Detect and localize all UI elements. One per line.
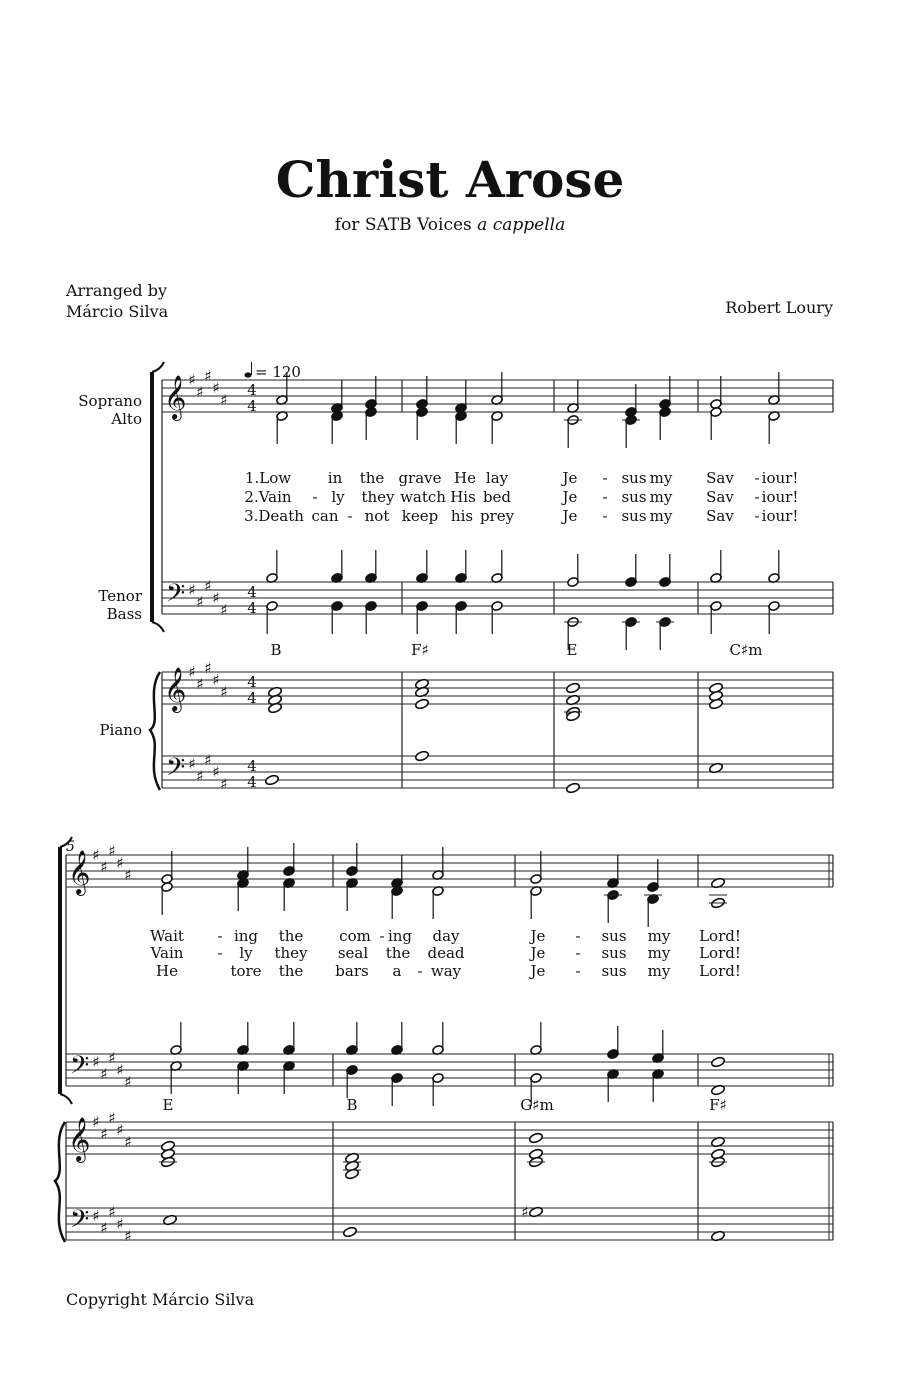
- choir-bracket-bottom: [152, 622, 164, 632]
- key-signature-sharp: ♯: [108, 1109, 116, 1127]
- lyric-syllable: Je: [530, 927, 546, 945]
- lyric-syllable: watch: [400, 488, 446, 506]
- lyric-syllable: bars: [335, 962, 369, 980]
- lyric-syllable: Je: [562, 488, 578, 506]
- key-signature-sharp: ♯: [188, 371, 196, 389]
- chord-symbol: E: [162, 1096, 174, 1114]
- key-signature-sharp: ♯: [188, 581, 196, 599]
- choir-bracket-bottom: [60, 1094, 72, 1104]
- key-signature-sharp: ♯: [220, 683, 228, 701]
- key-signature-sharp: ♯: [92, 846, 100, 864]
- lyric-syllable: 2.Vain: [244, 488, 292, 506]
- key-signature-sharp: ♯: [196, 675, 204, 693]
- lyric-syllable: iour!: [761, 507, 799, 525]
- piano-lh-note: [415, 750, 430, 762]
- treble-clef: 𝄞: [164, 667, 187, 711]
- lyric-syllable: -: [754, 469, 760, 487]
- treble-clef: 𝄞: [164, 375, 187, 419]
- key-signature-sharp: ♯: [212, 671, 220, 689]
- time-signature-top: 4: [247, 381, 257, 399]
- key-signature-sharp: ♯: [196, 593, 204, 611]
- lyric-syllable: day: [432, 927, 460, 945]
- lyric-syllable: tore: [230, 962, 262, 980]
- key-signature-sharp: ♯: [204, 367, 212, 385]
- piano-brace: [150, 672, 160, 790]
- key-signature-sharp: ♯: [116, 1061, 124, 1079]
- lyric-syllable: Sav: [706, 507, 734, 525]
- chord-symbol: B: [270, 641, 282, 659]
- choir-bracket-top: [152, 362, 164, 372]
- lyric-syllable: can: [311, 507, 339, 525]
- lyric-syllable: keep: [401, 507, 439, 525]
- alto-label: Alto: [111, 410, 142, 428]
- lyric-syllable: iour!: [761, 488, 799, 506]
- time-signature-top: 4: [247, 583, 257, 601]
- accidental-sharp: ♯: [521, 1203, 529, 1221]
- bass-clef: 𝄢: [166, 579, 186, 614]
- soprano-label: Soprano: [78, 392, 142, 410]
- key-signature-sharp: ♯: [212, 763, 220, 781]
- time-signature-bottom: 4: [247, 599, 257, 617]
- chord-symbol: B: [346, 1096, 358, 1114]
- bass-clef: 𝄢: [70, 1205, 90, 1240]
- arranger-name: Márcio Silva: [66, 302, 169, 321]
- chord-symbol: C♯m: [729, 641, 763, 659]
- lyric-syllable: Sav: [706, 469, 734, 487]
- bass-clef: 𝄢: [70, 1051, 90, 1086]
- key-signature-sharp: ♯: [220, 775, 228, 793]
- lyric-syllable: He: [454, 469, 476, 487]
- lyric-syllable: ly: [331, 488, 345, 506]
- key-signature-sharp: ♯: [220, 391, 228, 409]
- lyric-syllable: the: [278, 927, 304, 945]
- lyric-syllable: Vain: [150, 944, 184, 962]
- lyric-syllable: sus: [601, 944, 627, 962]
- lyric-syllable: Je: [530, 944, 546, 962]
- lyric-syllable: Je: [530, 962, 546, 980]
- lyric-syllable: in: [327, 469, 343, 487]
- tenor-label: Tenor: [98, 587, 142, 605]
- piano-brace: [55, 1122, 65, 1242]
- copyright-notice: Copyright Márcio Silva: [66, 1290, 255, 1309]
- composer-credit: Robert Loury: [725, 298, 833, 317]
- arranged-by-label: Arranged by: [66, 281, 168, 300]
- time-signature-bottom: 4: [247, 689, 257, 707]
- lyric-syllable: my: [649, 488, 673, 506]
- tempo-note: [245, 372, 252, 377]
- lyric-syllable: -: [575, 944, 581, 962]
- piano-lh-note: [265, 774, 280, 786]
- key-signature-sharp: ♯: [92, 1053, 100, 1071]
- key-signature-sharp: ♯: [116, 1121, 124, 1139]
- lyric-syllable: the: [278, 962, 304, 980]
- key-signature-sharp: ♯: [108, 842, 116, 860]
- key-signature-sharp: ♯: [100, 858, 108, 876]
- time-signature-top: 4: [247, 673, 257, 691]
- lyric-syllable: -: [754, 507, 760, 525]
- lyric-syllable: a: [392, 962, 402, 980]
- lyric-syllable: ing: [387, 927, 413, 945]
- time-signature-top: 4: [247, 757, 257, 775]
- chord-symbol: F♯: [411, 641, 429, 659]
- lyric-syllable: my: [647, 944, 671, 962]
- lyric-syllable: Lord!: [699, 927, 741, 945]
- tempo-marking: = 120: [255, 363, 301, 381]
- lyric-syllable: my: [649, 507, 673, 525]
- key-signature-sharp: ♯: [204, 751, 212, 769]
- key-signature-sharp: ♯: [124, 866, 132, 884]
- lyric-syllable: Lord!: [699, 962, 741, 980]
- lyric-syllable: -: [217, 927, 223, 945]
- lyric-syllable: they: [274, 944, 308, 962]
- lyric-syllable: iour!: [761, 469, 799, 487]
- lyric-syllable: He: [156, 962, 178, 980]
- lyric-syllable: -: [217, 944, 223, 962]
- lyric-syllable: com: [339, 927, 371, 945]
- lyric-syllable: -: [754, 488, 760, 506]
- bass-clef: 𝄢: [166, 753, 186, 788]
- lyric-syllable: -: [417, 962, 423, 980]
- key-signature-sharp: ♯: [124, 1227, 132, 1245]
- lyric-syllable: seal: [337, 944, 369, 962]
- subtitle-text: for SATB Voices: [334, 215, 478, 235]
- key-signature-sharp: ♯: [116, 1215, 124, 1233]
- lyric-syllable: ly: [239, 944, 253, 962]
- lyric-syllable: 3.Death: [244, 507, 304, 525]
- lyric-syllable: 1.Low: [244, 469, 292, 487]
- lyric-syllable: -: [575, 962, 581, 980]
- lyric-syllable: prey: [479, 507, 515, 525]
- score-title: Christ Arose: [275, 150, 625, 209]
- chord-symbol: G♯m: [520, 1096, 554, 1114]
- key-signature-sharp: ♯: [204, 577, 212, 595]
- lyric-syllable: they: [361, 488, 395, 506]
- lyric-syllable: Je: [562, 469, 578, 487]
- key-signature-sharp: ♯: [108, 1203, 116, 1221]
- key-signature-sharp: ♯: [124, 1133, 132, 1151]
- key-signature-sharp: ♯: [188, 663, 196, 681]
- lyric-syllable: the: [359, 469, 385, 487]
- key-signature-sharp: ♯: [108, 1049, 116, 1067]
- lyric-syllable: sus: [621, 469, 647, 487]
- piano-rh-note: [529, 1132, 544, 1144]
- lyric-syllable: my: [647, 927, 671, 945]
- lyric-syllable: -: [575, 927, 581, 945]
- lyric-syllable: bed: [482, 488, 512, 506]
- piano-lh-note: [566, 782, 581, 794]
- lyric-syllable: sus: [621, 507, 647, 525]
- lyric-syllable: Lord!: [699, 944, 741, 962]
- lyric-syllable: sus: [601, 927, 627, 945]
- key-signature-sharp: ♯: [100, 1065, 108, 1083]
- lyric-syllable: grave: [398, 469, 442, 487]
- lyric-syllable: the: [385, 944, 411, 962]
- key-signature-sharp: ♯: [92, 1207, 100, 1225]
- key-signature-sharp: ♯: [212, 379, 220, 397]
- piano-rh-note: [415, 698, 430, 710]
- key-signature-sharp: ♯: [204, 659, 212, 677]
- lyric-syllable: Sav: [706, 488, 734, 506]
- piano-label: Piano: [99, 721, 142, 739]
- key-signature-sharp: ♯: [124, 1073, 132, 1091]
- bass-label: Bass: [106, 605, 142, 623]
- lyric-syllable: ing: [233, 927, 259, 945]
- lyric-syllable: not: [364, 507, 390, 525]
- key-signature-sharp: ♯: [212, 589, 220, 607]
- lyric-syllable: Wait: [150, 927, 184, 945]
- lyric-syllable: lay: [485, 469, 509, 487]
- key-signature-sharp: ♯: [100, 1219, 108, 1237]
- chord-symbol: E: [566, 641, 578, 659]
- subtitle-italic: a cappella: [477, 215, 566, 235]
- key-signature-sharp: ♯: [196, 767, 204, 785]
- lyric-syllable: sus: [621, 488, 647, 506]
- tenor-note: [711, 1056, 726, 1068]
- chord-symbol: F♯: [709, 1096, 727, 1114]
- lyric-syllable: -: [602, 469, 608, 487]
- piano-lh-note: [343, 1226, 358, 1238]
- time-signature-bottom: 4: [247, 397, 257, 415]
- lyric-syllable: -: [602, 507, 608, 525]
- lyric-syllable: -: [602, 488, 608, 506]
- treble-clef: 𝄞: [68, 1117, 91, 1161]
- lyric-syllable: -: [379, 927, 385, 945]
- lyric-syllable: dead: [427, 944, 465, 962]
- key-signature-sharp: ♯: [116, 854, 124, 872]
- key-signature-sharp: ♯: [196, 383, 204, 401]
- lyric-syllable: sus: [601, 962, 627, 980]
- lyric-syllable: my: [647, 962, 671, 980]
- lyric-syllable: His: [450, 488, 476, 506]
- lyric-syllable: my: [649, 469, 673, 487]
- key-signature-sharp: ♯: [92, 1113, 100, 1131]
- time-signature-bottom: 4: [247, 773, 257, 791]
- lyric-syllable: -: [312, 488, 318, 506]
- piano-rh-note: [566, 682, 581, 694]
- lyric-syllable: his: [450, 507, 474, 525]
- key-signature-sharp: ♯: [220, 601, 228, 619]
- lyric-syllable: -: [347, 507, 353, 525]
- lyric-syllable: Je: [562, 507, 578, 525]
- measure-number: 5: [66, 839, 75, 855]
- key-signature-sharp: ♯: [188, 755, 196, 773]
- key-signature-sharp: ♯: [100, 1125, 108, 1143]
- lyric-syllable: way: [430, 962, 462, 980]
- treble-clef: 𝄞: [68, 850, 91, 894]
